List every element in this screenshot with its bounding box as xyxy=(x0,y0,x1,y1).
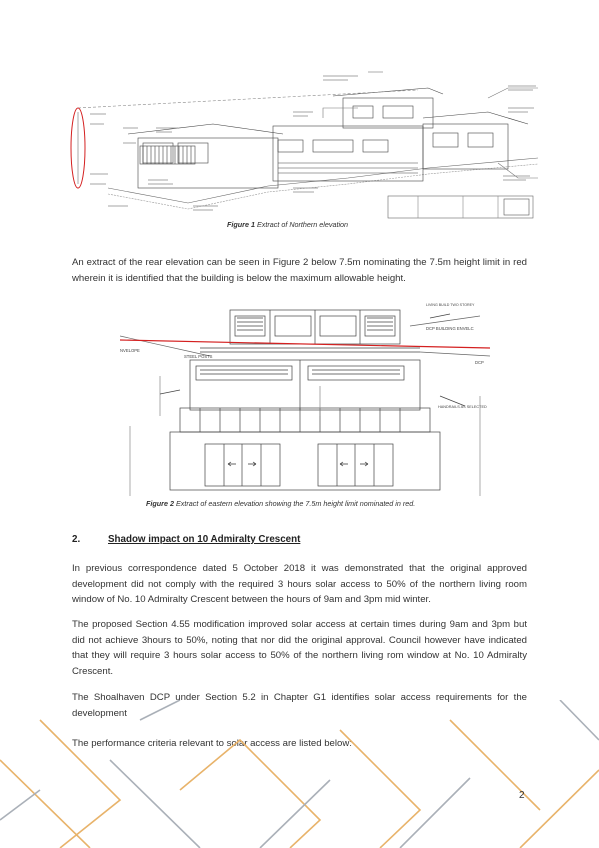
figure-2-caption-label: Figure 2 xyxy=(146,499,174,508)
paragraph-section-455: The proposed Section 4.55 modification improved solar access at certain times during 9am and 3pm but did not achieve 3hours to 50%, noting that nor did the original approval. Council however have indicated that they will require 3 hours solar access to 50% of the northern living rom window at No. 10 Admiralty Crescent. xyxy=(72,619,527,677)
figure-1-caption xyxy=(227,220,348,229)
figure-1-caption-label: Figure 1 xyxy=(227,220,255,229)
figure-2-caption xyxy=(146,499,415,508)
label-dcp-building: DCP BUILDING ENVELC xyxy=(426,326,474,331)
section-number: 2. xyxy=(72,534,81,545)
figure-1-caption-text: Extract of Northern elevation xyxy=(254,220,349,229)
page-number: 2 xyxy=(519,790,525,801)
label-dcp-right: DCP xyxy=(475,360,484,365)
section-title: Shadow impact on 10 Admiralty Crescent xyxy=(108,534,301,545)
paragraph-performance-criteria: The performance criteria relevant to solar access are listed below: xyxy=(72,738,352,749)
paragraph-previous-correspondence: In previous correspondence dated 5 October 2018 it was demonstrated that the original approved development did not comply with the required 3 hours solar access to 50% of the northern living room window of No. 10 Admiralty Crescent between the hours of 9am and 3pm mid winter. xyxy=(72,563,527,605)
section-heading xyxy=(72,534,300,545)
figure-2-caption-text: Extract of eastern elevation showing the 7.5m height limit nominated in red. xyxy=(173,499,416,508)
label-envelope: NVELOPE xyxy=(120,348,140,353)
label-steel-posts: STEEL POSTS xyxy=(184,354,213,359)
label-handrails: HANDRAILS AS SELECTED xyxy=(438,405,487,409)
label-living: LIVING BUILD TWO STOREY xyxy=(426,303,475,307)
footer-decoration xyxy=(0,700,599,848)
northern-elevation-drawing xyxy=(68,68,538,228)
paragraph-shoalhaven-dcp: The Shoalhaven DCP under Section 5.2 in Chapter G1 identifies solar access requirements for the development xyxy=(72,692,527,719)
paragraph-rear-elevation: An extract of the rear elevation can be seen in Figure 2 below 7.5m nominating the 7.5m height limit in red wherein it is identified that the building is below the maximum allowable height. xyxy=(72,257,527,284)
eastern-elevation-drawing xyxy=(120,296,490,496)
